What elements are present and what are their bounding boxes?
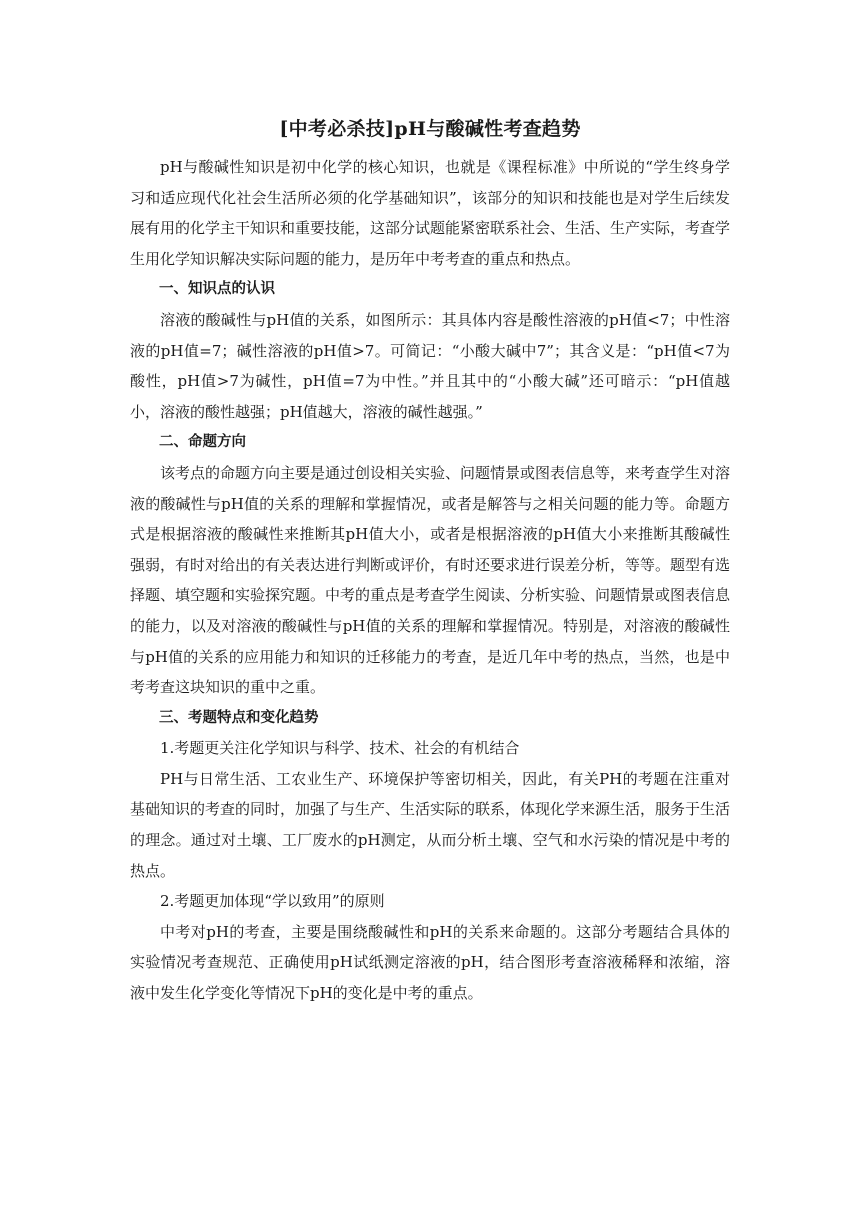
section-heading-direction: 二、命题方向 <box>159 434 246 451</box>
section-heading-trends: 三、考题特点和变化趋势 <box>159 709 319 726</box>
trend-item-1-body: PH与日常生活、工农业生产、环境保护等密切相关，因此，有关PH的考题在注重对基础知识的考查的同时，加强了与生产、生活实际的联系，体现化学来源生活，服务于生活的理念。通过对土壤、工厂废水的pH测定，从而分析土壤、空气和水污染的情况是中考的热点。 <box>130 769 731 880</box>
document-title: [中考必杀技]pH与酸碱性考查趋势 <box>279 118 581 140</box>
section-body-direction: 该考点的命题方向主要是通过创设相关实验、问题情景或图表信息等，来考查学生对溶液的酸碱性与pH值的关系的理解和掌握情况，或者是解答与之相关问题的能力等。命题方式是根据溶液的酸碱性来推断其pH值大小，或者是根据溶液的pH值大小来推断其酸碱性强弱，有时对给出的有关表达进行判断或评价，有时还要求进行误差分析，等等。题型有选择题、填空题和实验探究题。中考的重点是考查学生阅读、分析实验、问题情景或图表信息的能力，以及对溶液的酸碱性与pH值的关系的理解和掌握情况。特别是，对溶液的酸碱性与pH值的关系的应用能力和知识的迁移能力的考查，是近几年中考的热点，当然，也是中考考查这块知识的重中之重。 <box>130 463 731 697</box>
section-heading-knowledge: 一、知识点的认识 <box>159 281 275 298</box>
trend-item-1-title: 1.考题更关注化学知识与科学、技术、社会的有机结合 <box>160 739 520 758</box>
section-body-knowledge: 溶液的酸碱性与pH值的关系，如图所示：其具体内容是酸性溶液的pH值<7；中性溶液的pH值=7；碱性溶液的pH值>7。可简记：“小酸大碱中7”；其含义是：“pH值<7为酸性，pH值>7为碱性，pH值=7为中性。”并且其中的“小酸大碱”还可暗示：“pH值越小，溶液的酸性越强；pH值越大，溶液的碱性越强。” <box>130 310 730 421</box>
trend-item-2-title: 2.考题更加体现“学以致用”的原则 <box>160 892 385 911</box>
intro-paragraph: pH与酸碱性知识是初中化学的核心知识，也就是《课程标准》中所说的“学生终身学习和适应现代化社会生活所必须的化学基础知识”，该部分的知识和技能也是对学生后续发展有用的化学主干知识和重要技能，这部分试题能紧密联系社会、生活、生产实际，考查学生用化学知识解决实际问题的能力，是历年中考考查的重点和热点。 <box>130 158 731 268</box>
document-page <box>130 114 730 1009</box>
trend-item-2-body: 中考对pH的考查，主要是围绕酸碱性和pH的关系来命题的。这部分考题结合具体的实验情况考查规范、正确使用pH试纸测定溶液的pH，结合图形考查溶液稀释和浓缩，溶液中发生化学变化等情况下pH的变化是中考的重点。 <box>130 922 730 1003</box>
